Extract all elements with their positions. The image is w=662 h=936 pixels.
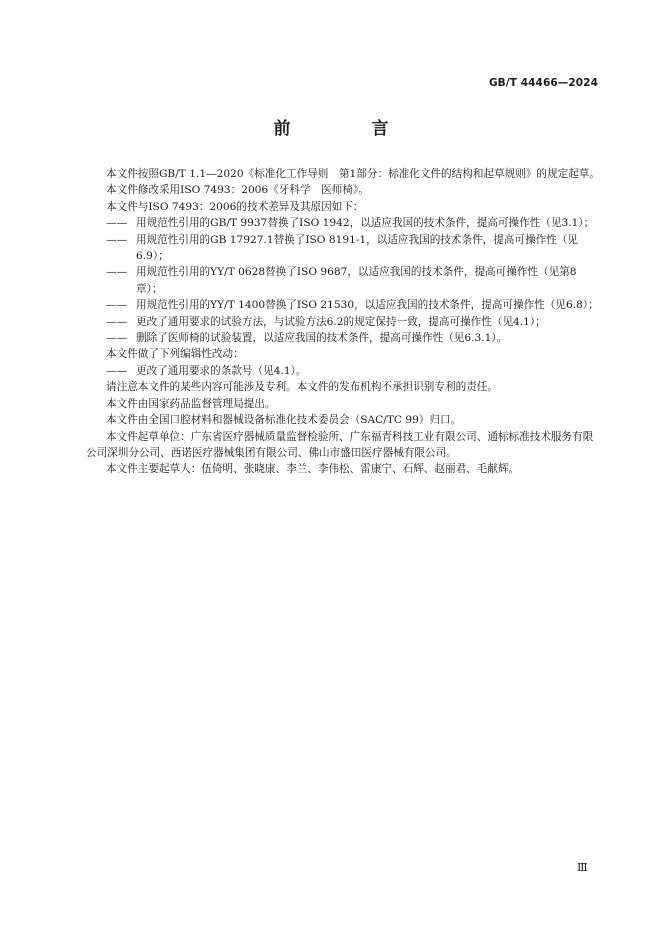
paragraph: 请注意本文件的某些内容可能涉及专利。本文件的发布机构不承担识别专利的责任。: [106, 381, 498, 394]
list-item-text: 删除了医师椅的试验装置，以适应我国的技术条件，提高可操作性（见6.3.1）。: [136, 332, 508, 345]
list-item-text: 更改了通用要求的条款号（见4.1）。: [136, 364, 307, 377]
list-item: [86, 330, 600, 346]
standard-code: GB/T 44466—2024: [488, 77, 598, 89]
list-marker: ——: [106, 233, 128, 246]
foreword-body: [86, 166, 600, 478]
list-marker: ——: [106, 299, 128, 312]
list-item-text: 更改了通用要求的试验方法，与试验方法6.2的规定保持一致，提高可操作性（见4.1）；: [136, 315, 546, 328]
page-number: Ⅲ: [577, 861, 588, 874]
list-item: [86, 215, 600, 231]
paragraph: 本文件做了下列编辑性改动：: [106, 348, 244, 361]
list-item-text: 用规范性引用的GB 17927.1替换了ISO 8191-1，以适应我国的技术条件，提高可操作性（见6.9）；: [136, 233, 579, 263]
list-item: [86, 314, 600, 330]
list-marker: ——: [106, 332, 128, 345]
paragraph: 本文件由国家药品监督管理局提出。: [106, 397, 276, 410]
paragraph: 本文件主要起草人：伍倚明、张晓康、李兰、李伟松、雷康宁、石辉、赵丽君、毛献辉。: [106, 463, 520, 476]
list-item: [86, 264, 600, 297]
list-item-text: 用规范性引用的GB/T 9937替换了ISO 1942，以适应我国的技术条件，提高可操作性（见3.1）；: [136, 217, 595, 230]
list-item: [86, 297, 600, 313]
paragraph: 本文件起草单位：广东省医疗器械质量监督检验所、广东福青科技工业有限公司、通标标准技术服务有限公司深圳分公司、西诺医疗器械集团有限公司、佛山市盛田医疗器械有限公司。: [86, 430, 594, 459]
paragraph: 本文件与ISO 7493：2006的技术差异及其原因如下：: [106, 200, 364, 213]
paragraph: 本文件修改采用ISO 7493：2006《牙科学 医师椅》。: [106, 184, 369, 197]
list-marker: ——: [106, 266, 128, 279]
list-marker: ——: [106, 217, 128, 230]
page-title: 前 言: [273, 119, 421, 139]
list-marker: ——: [106, 364, 128, 377]
list-item: [86, 363, 600, 379]
paragraph: 本文件由全国口腔材料和器械设备标准化技术委员会（SAC/TC 99）归口。: [106, 414, 462, 427]
list-item-text: 用规范性引用的YY/T 0628替换了ISO 9687，以适应我国的技术条件，提高可操作性（见第8章）；: [136, 266, 577, 295]
list-item: [86, 232, 600, 265]
paragraph: 本文件按照GB/T 1.1—2020《标准化工作导则 第1部分：标准化文件的结构和起草规则》的规定起草。: [106, 168, 600, 180]
list-marker: ——: [106, 315, 128, 328]
list-item-text: 用规范性引用的YY/T 1400替换了ISO 21530，以适应我国的技术条件，提高可操作性（见6.8）；: [136, 299, 599, 312]
